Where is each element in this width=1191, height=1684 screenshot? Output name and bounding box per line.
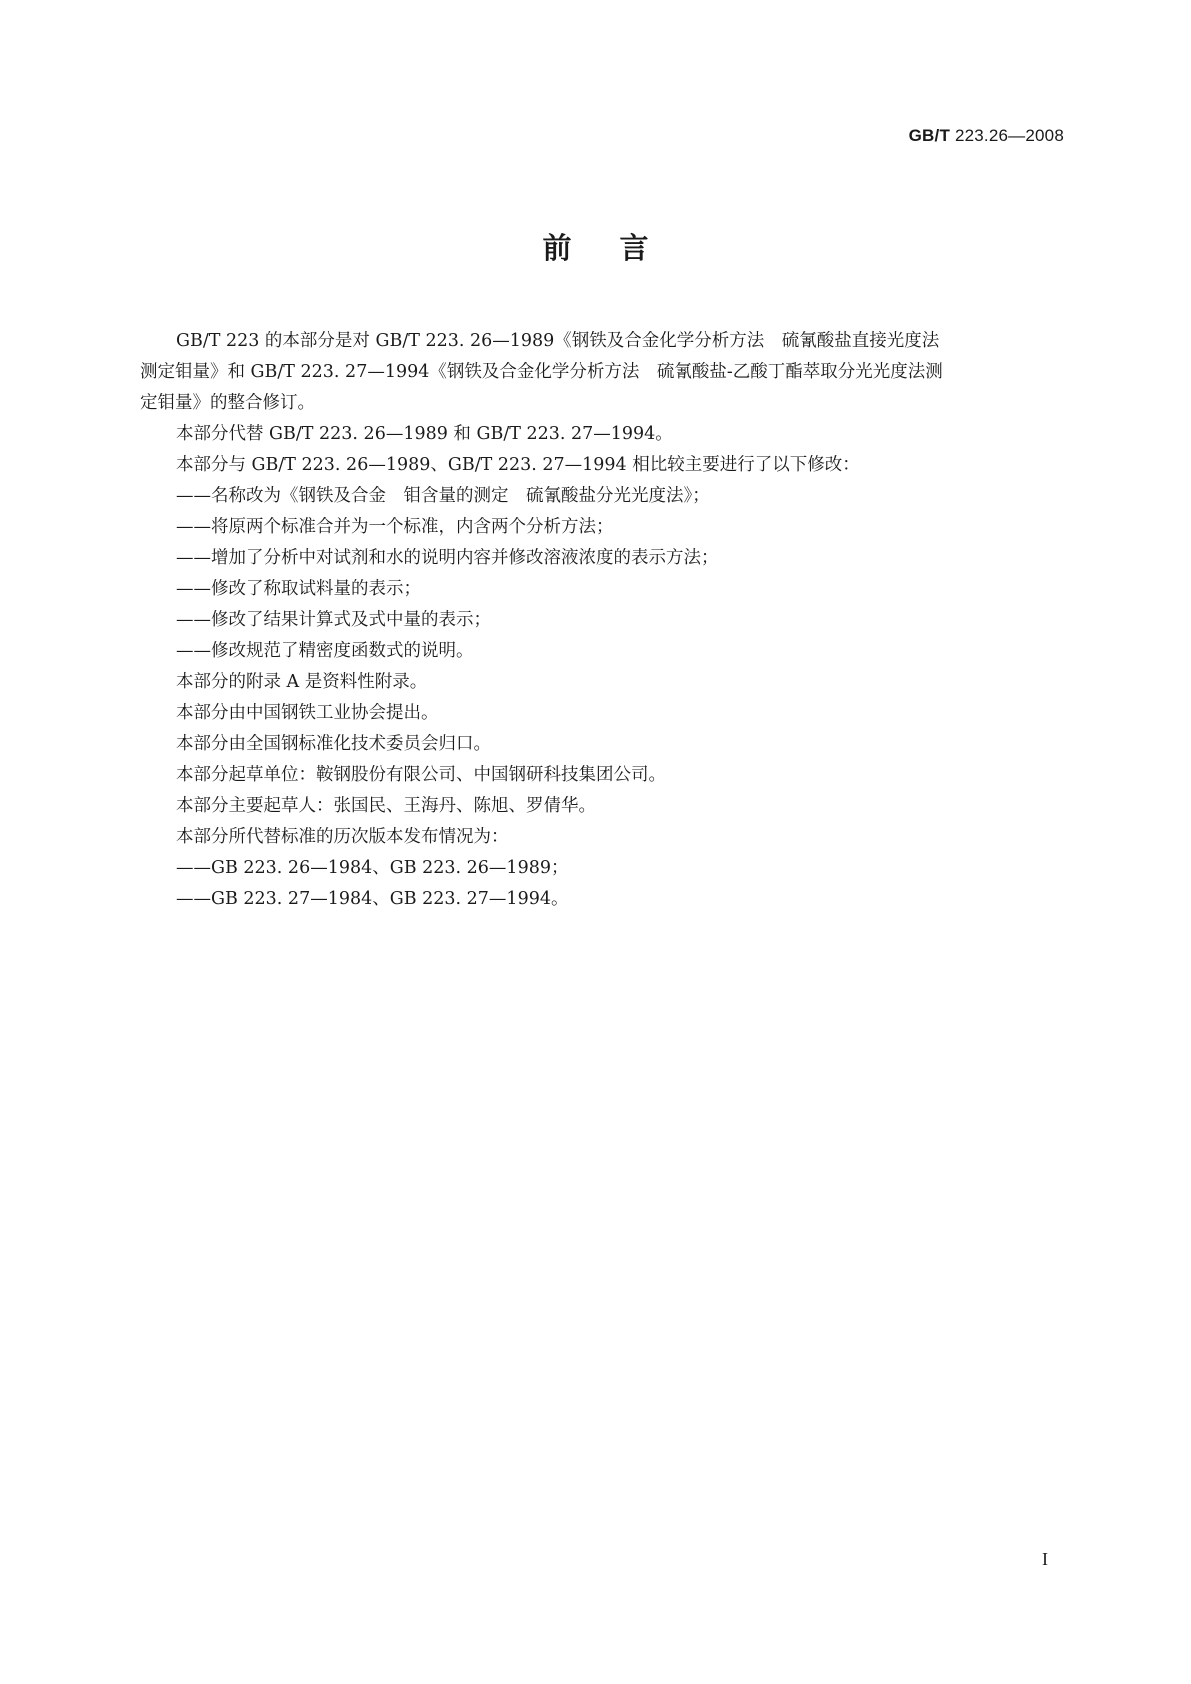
intro-line-1: GB/T 223 的本部分是对 GB/T 223. 26—1989《钢铁及合金化学分析方法 硫氰酸盐直接光度法 [176, 331, 940, 351]
standard-code: 223.26—2008 [950, 126, 1064, 145]
history-item: ——GB 223. 26—1984、GB 223. 26—1989； [176, 858, 569, 878]
foreword-body [140, 326, 1066, 915]
page-number: I [1042, 1549, 1048, 1569]
change-item: ——修改了结果计算式及式中量的表示； [176, 610, 491, 630]
change-item: ——修改规范了精密度函数式的说明。 [176, 641, 474, 661]
paragraph-proposed-by: 本部分由中国钢铁工业协会提出。 [176, 703, 439, 723]
change-item: ——修改了称取试料量的表示； [176, 579, 421, 599]
paragraph-drafting-units: 本部分起草单位：鞍钢股份有限公司、中国钢研科技集团公司。 [176, 765, 666, 785]
paragraph-supersedes: 本部分代替 GB/T 223. 26—1989 和 GB/T 223. 27—1994。 [176, 424, 673, 444]
history-item: ——GB 223. 27—1984、GB 223. 27—1994。 [176, 889, 569, 909]
standard-prefix: GB/T [908, 126, 951, 145]
change-item: ——名称改为《钢铁及合金 钼含量的测定 硫氰酸盐分光光度法》； [176, 486, 710, 506]
paragraph-annex: 本部分的附录 A 是资料性附录。 [176, 672, 428, 692]
paragraph-history-intro: 本部分所代替标准的历次版本发布情况为： [176, 827, 509, 847]
paragraph-drafters: 本部分主要起草人：张国民、王海丹、陈旭、罗倩华。 [176, 796, 596, 816]
change-item: ——将原两个标准合并为一个标准，内含两个分析方法； [176, 517, 614, 537]
paragraph-centralized-by: 本部分由全国钢标准化技术委员会归口。 [176, 734, 491, 754]
intro-line-2: 测定钼量》和 GB/T 223. 27—1994《钢铁及合金化学分析方法 硫氰酸盐-乙酸丁酯萃取分光光度法测 [140, 362, 943, 382]
page-title: 前言 [542, 231, 697, 265]
paragraph-changes-intro: 本部分与 GB/T 223. 26—1989、GB/T 223. 27—1994 相比较主要进行了以下修改： [176, 455, 860, 475]
change-item: ——增加了分析中对试剂和水的说明内容并修改溶液浓度的表示方法； [176, 548, 719, 568]
intro-line-3: 定钼量》的整合修订。 [140, 393, 315, 413]
standard-number-header [909, 126, 1064, 146]
